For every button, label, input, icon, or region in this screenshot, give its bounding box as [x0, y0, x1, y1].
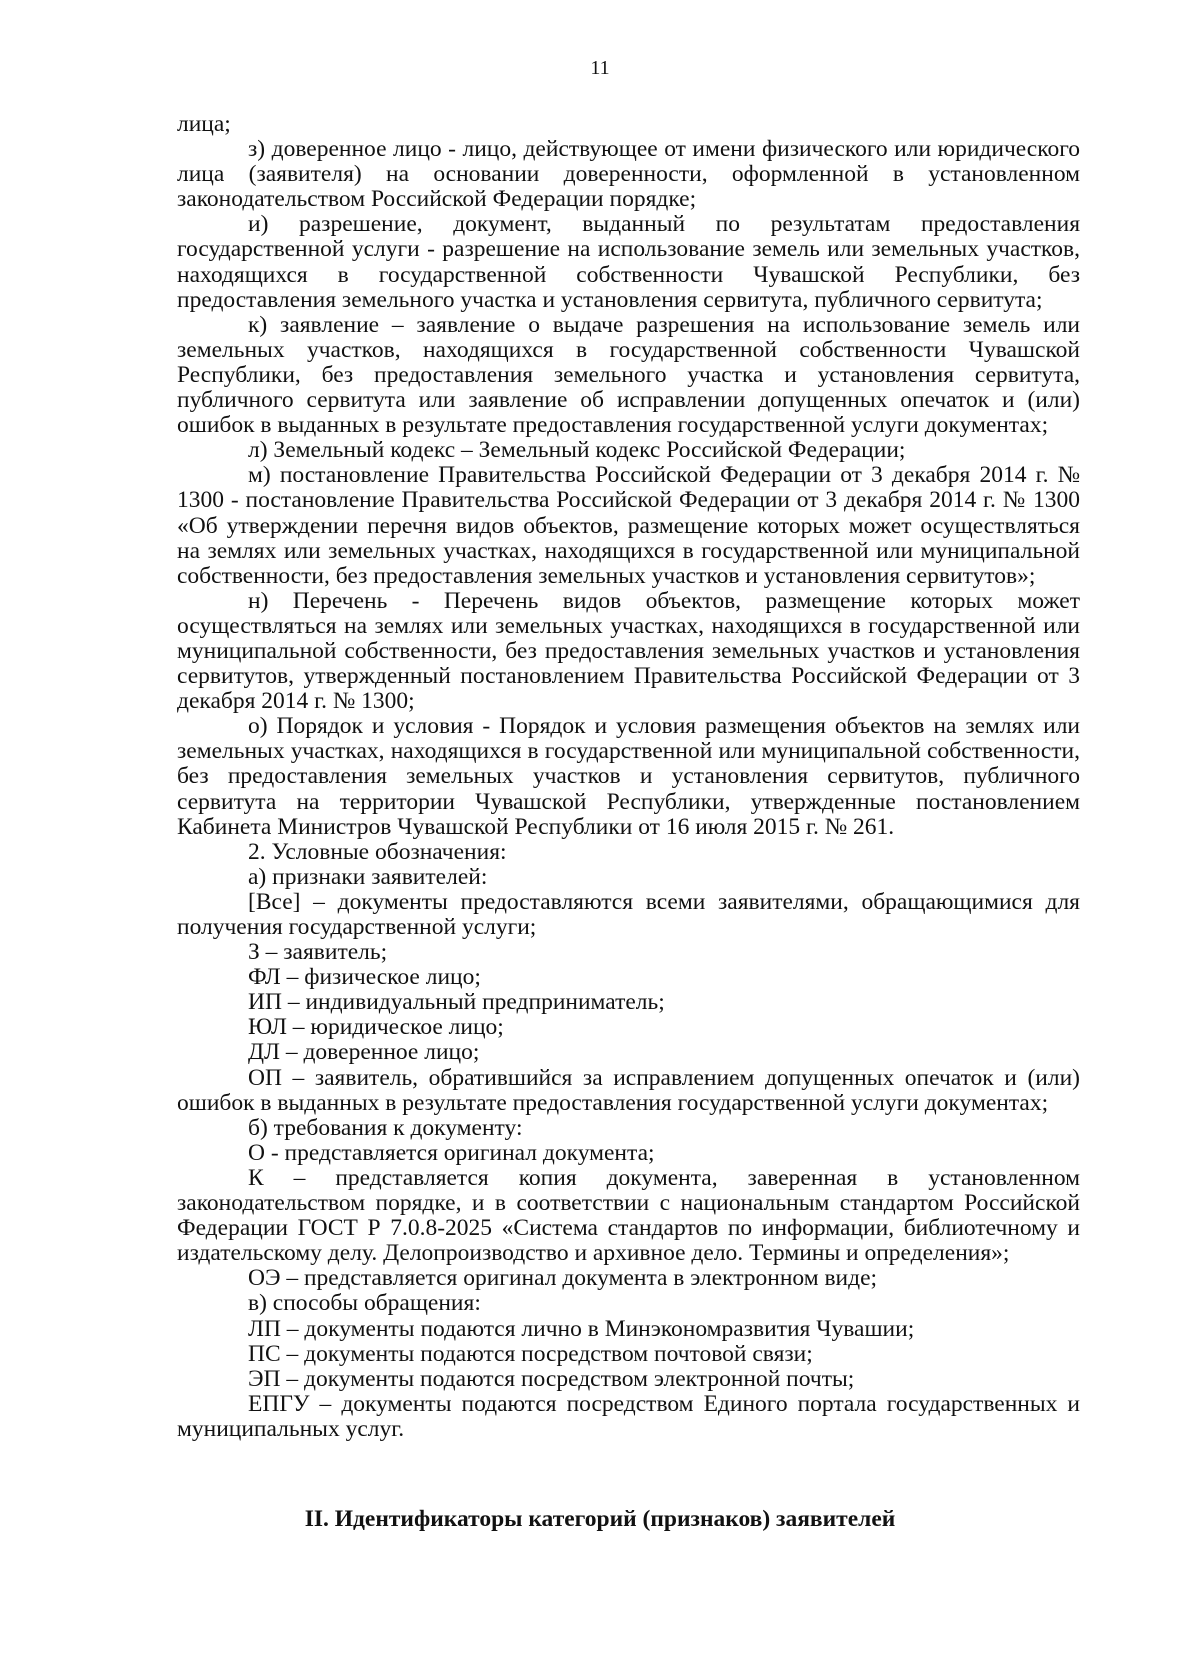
legend-yul: ЮЛ – юридическое лицо;: [248, 1014, 504, 1041]
definition-land-code: л) Земельный кодекс – Земельный кодекс Российской Федерации;: [248, 437, 906, 464]
definition-procedure: о) Порядок и условия - Порядок и условия размещения объектов на землях или земельных участках, находящихся в государственной или муниципальной собственности, без предоставления земельных участков и установления сервитутов, публичного сервитута на территории Чувашской Республики, утвержденные постановлением Кабинета Министров Чувашской Республики от 16 июля 2015 г. № 261.: [177, 713, 1080, 840]
legend-oe: ОЭ – представляется оригинал документа в электронном виде;: [248, 1265, 878, 1292]
legend-applicant-signs: а) признаки заявителей:: [248, 863, 488, 890]
legend-ip: ИП – индивидуальный предприниматель;: [248, 989, 665, 1016]
legend-ps: ПС – документы подаются посредством почтовой связи;: [248, 1340, 813, 1367]
definition-proxy: з) доверенное лицо - лицо, действующее от имени физического или юридического лица (заявителя) на основании доверенности, оформленной в установленном законодательством Российской Федерации порядке;: [177, 136, 1080, 213]
legend-z: З – заявитель;: [248, 939, 388, 966]
paragraph-continuation: лица;: [177, 111, 231, 137]
definition-application: к) заявление – заявление о выдаче разрешения на использование земель или земельных участков, находящихся в государственной собственности Чувашской Республики, без предоставления земельного участка и установления сервитута, публичного сервитута или заявление об исправлении допущенных опечаток и (или) ошибок в выданных в результате предоставления государственной услуги документах;: [177, 311, 1080, 439]
legend-ep: ЭП – документы подаются посредством электронной почты;: [248, 1365, 855, 1392]
legend-o: О - представляется оригинал документа;: [248, 1139, 655, 1166]
page-number: 11: [590, 57, 610, 79]
section-heading: II. Идентификаторы категорий (признаков) заявителей: [304, 1506, 896, 1532]
legend-dl: ДЛ – доверенное лицо;: [248, 1039, 480, 1066]
legend-doc-requirements: б) требования к документу:: [248, 1114, 523, 1141]
legend-title: 2. Условные обозначения:: [248, 838, 507, 865]
definition-resolution-1300: м) постановление Правительства Российской Федерации от 3 декабря 2014 г. № 1300 - постановление Правительства Российской Федерации от 3 декабря 2014 г. № 1300 «Об утверждении перечня видов объектов, размещение которых может осуществляться на землях или земельных участках, находящихся в государственной или муниципальной собственности, без предоставления земельных участков и установления сервитутов»;: [177, 462, 1080, 589]
legend-epgu: ЕПГУ – документы подаются посредством Единого портала государственных и муниципальных услуг.: [177, 1390, 1080, 1442]
definition-list: н) Перечень - Перечень видов объектов, размещение которых может осуществляться на землях или земельных участках, находящихся в государственной или муниципальной собственности, без предоставления земельных участков и установления сервитутов, утвержденный постановлением Правительства Российской Федерации от 3 декабря 2014 г. № 1300;: [177, 587, 1080, 715]
document-body: [177, 112, 1080, 1442]
legend-lp: ЛП – документы подаются лично в Минэкономразвития Чувашии;: [248, 1315, 915, 1342]
legend-all: [Все] – документы предоставляются всеми заявителями, обращающимися для получения государственной услуги;: [177, 888, 1080, 940]
legend-k: К – представляется копия документа, заверенная в установленном законодательством порядке, и в соответствии с национальным стандартом Российской Федерации ГОСТ Р 7.0.8-2025 «Система стандартов по информации, библиотечному и издательскому делу. Делопроизводство и архивное дело. Термины и определения»;: [177, 1164, 1080, 1267]
legend-fl: ФЛ – физическое лицо;: [248, 964, 481, 991]
legend-op: ОП – заявитель, обратившийся за исправлением допущенных опечаток и (или) ошибок в выданных в результате предоставления государственной услуги документах;: [177, 1064, 1080, 1116]
definition-permit: и) разрешение, документ, выданный по результатам предоставления государственной услуги - разрешение на использование земель или земельных участков, находящихся в государственной собственности Чувашской Республики, без предоставления земельного участка и установления сервитута, публичного сервитута;: [177, 211, 1080, 313]
legend-methods: в) способы обращения:: [248, 1290, 481, 1317]
